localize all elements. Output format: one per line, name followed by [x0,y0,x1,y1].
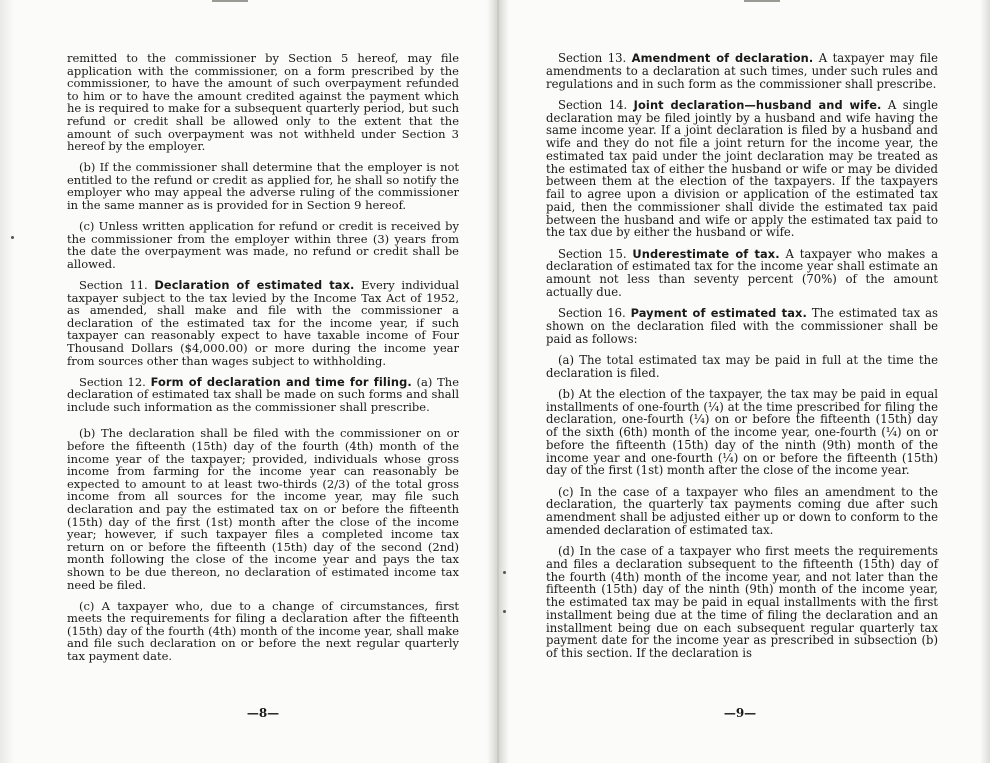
section-heading: Payment of estimated tax. [630,306,807,320]
paragraph-text: (c) Unless written application for refund or credit is received by the commissioner from the employer within three (3) years from the date the overpayment was made, no refund or credit shall be allowed. [67,219,459,271]
paragraph [546,486,938,537]
paragraph-text: Every individual taxpayer subject to the tax levied by the Income Tax Act of 1952, as amended, shall make and file with the commissioner a declaration of the estimated tax for the income year, if such taxpayer can reasonably expect to have taxable income of Four Thousand Dollars ($4,000.00) or more during the income year from sources other than wages subject to withholding. [67,278,460,368]
paragraph [67,161,459,211]
section-14 [546,99,938,239]
section-number: Section 13. [558,51,627,65]
section-number: Section 14. [558,97,628,112]
paragraph-text: (b) The declaration shall be filed with the commissioner on or before the fifteenth (15th) day of the fourth (4th) month of the income year of the taxpayer; provided, individuals whose gross income from farming for the income year can reasonably be expected to amount to at least two-thirds (2/3) of the total gross income from all sources for the income year, may file such declaration and pay the estimated tax on or before the fifteenth (15th) day of the first (1st) month after the close of the income year; however, if such taxpayer files a completed income tax return on or before the fifteenth (15th) day of the second (2nd) month following the close of the income year and pays the tax shown to be due thereon, no declaration of estimated income tax need be filed. [67,426,459,592]
paragraph-text: remitted to the commissioner by Section 5 hereof, may file application with the commissioner, on a form prescribed by the commissioner, to have the amount of such overpayment refunded to him or to have the amount credited against the payment which he is required to make for a subsequent quarterly period, but such refund or credit shall be allowed only to the extent that the amount of such overpayment was not withheld under Section 3 hereof by the employer. [67,51,459,154]
section-12 [67,376,459,414]
section-heading: Form of declaration and time for filing. [150,374,412,389]
section-13 [546,52,938,90]
section-number: Section 15. [558,246,627,261]
paragraph-text: A taxpayer who makes a declaration of estimated tax for the income year shall estimate an amount not less than seventy percent (70%) of the amount actually due. [546,246,939,299]
paragraph-text: (a) The declaration of estimated tax shall be made on such forms and shall include such information as the commissioner shall prescribe. [67,374,460,414]
paragraph-text: A taxpayer may file amendments to a declaration at such times, under such rules and regulations and in such form as the commissioner shall prescribe. [546,51,938,91]
book-gutter [487,0,509,763]
section-16 [546,307,938,345]
section-number: Section 12. [79,374,146,389]
paragraph [546,354,938,380]
paragraph [546,388,938,477]
section-heading: Joint declaration—husband and wife. [633,97,882,112]
section-15 [546,248,938,299]
paragraph [67,52,459,153]
paragraph [67,220,459,270]
paragraph-text: A single declaration may be filed jointly by a husband and wife having the same income year. If a joint declaration is filed by a husband and wife and they do not file a joint return for the income year, the estimated tax paid under the joint declaration may be treated as the estimated tax of either the husband or wife or may be divided between them at the election of the taxpayers. If the taxpayers fail to agree upon a division or application of the estimated tax paid, then the commissioner shall divide the estimated tax paid between the husband and wife or apply the estimated tax paid to the tax due by either the husband or wife. [546,97,938,240]
section-heading: Amendment of declaration. [631,51,814,65]
paragraph [67,427,459,591]
paragraph-text: (b) At the election of the taxpayer, the tax may be paid in equal installments of one-fourth (¼) at the time prescribed for filing the declaration, one-fourth (¼) on or before the fifteenth (15th) day of the sixth (6th) month of the income year, one-fourth (¼) on or before the fifteenth (15th) day of the ninth (9th) month of the income year and one-fourth (¼) on or before the fifteenth (15th) day of the first (1st) month after the close of the income year. [546,386,938,478]
section-number: Section 16. [558,306,626,320]
right-page-text [546,52,938,668]
section-11 [67,279,459,367]
page-top-mark-right [744,0,780,2]
paragraph-text: (b) If the commissioner shall determine that the employer is not entitled to the refund or credit as applied for, he shall so notify the employer who may appeal the adverse ruling of the commissioner in the same manner as is provided for in Section 9 hereof. [67,160,459,213]
page-number-right: —9— [723,706,757,720]
page-edge-right [980,0,990,763]
paragraph-text: (c) In the case of a taxpayer who files an amendment to the declaration, the quarterly tax payments coming due after such amendment shall be adjusted either up or down to conform to the amended declaration of estimated tax. [546,484,938,537]
section-heading: Declaration of estimated tax. [154,278,355,292]
section-heading: Underestimate of tax. [632,246,780,261]
page-number-left: —8— [246,706,280,720]
section-number: Section 11. [79,278,148,292]
gutter-speck [503,610,506,613]
left-page-text [67,52,459,671]
margin-speck [11,236,14,239]
paragraph [546,545,938,660]
page-edge-left [0,0,14,763]
paragraph-text: The estimated tax as shown on the declaration filed with the commissioner shall be paid as follows: [546,306,939,346]
page-top-mark-left [212,0,248,2]
paragraph-text: (c) A taxpayer who, due to a change of circumstances, first meets the requirements for filing a declaration after the fifteenth (15th) day of the fourth (4th) month of the income year, shall make and file such declaration on or before the next regular quarterly tax payment date. [67,598,459,664]
paragraph [67,600,459,663]
paragraph-text: (a) The total estimated tax may be paid in full at the time the declaration is filed. [546,352,938,380]
paragraph-text: (d) In the case of a taxpayer who first meets the requirements and files a declaration subsequent to the fifteenth (15th) day of the fourth (4th) month of the income year, and not later than the fifteenth (15th) day of the ninth (9th) month of the income year, the estimated tax may be paid in equal installments with the first installment being due at the time of filing the declaration and an installment being due on each subsequent regular quarterly tax payment date for the income year as prescribed in subsection (b) of this section. If the declaration is [546,544,938,660]
gutter-speck [503,571,506,574]
